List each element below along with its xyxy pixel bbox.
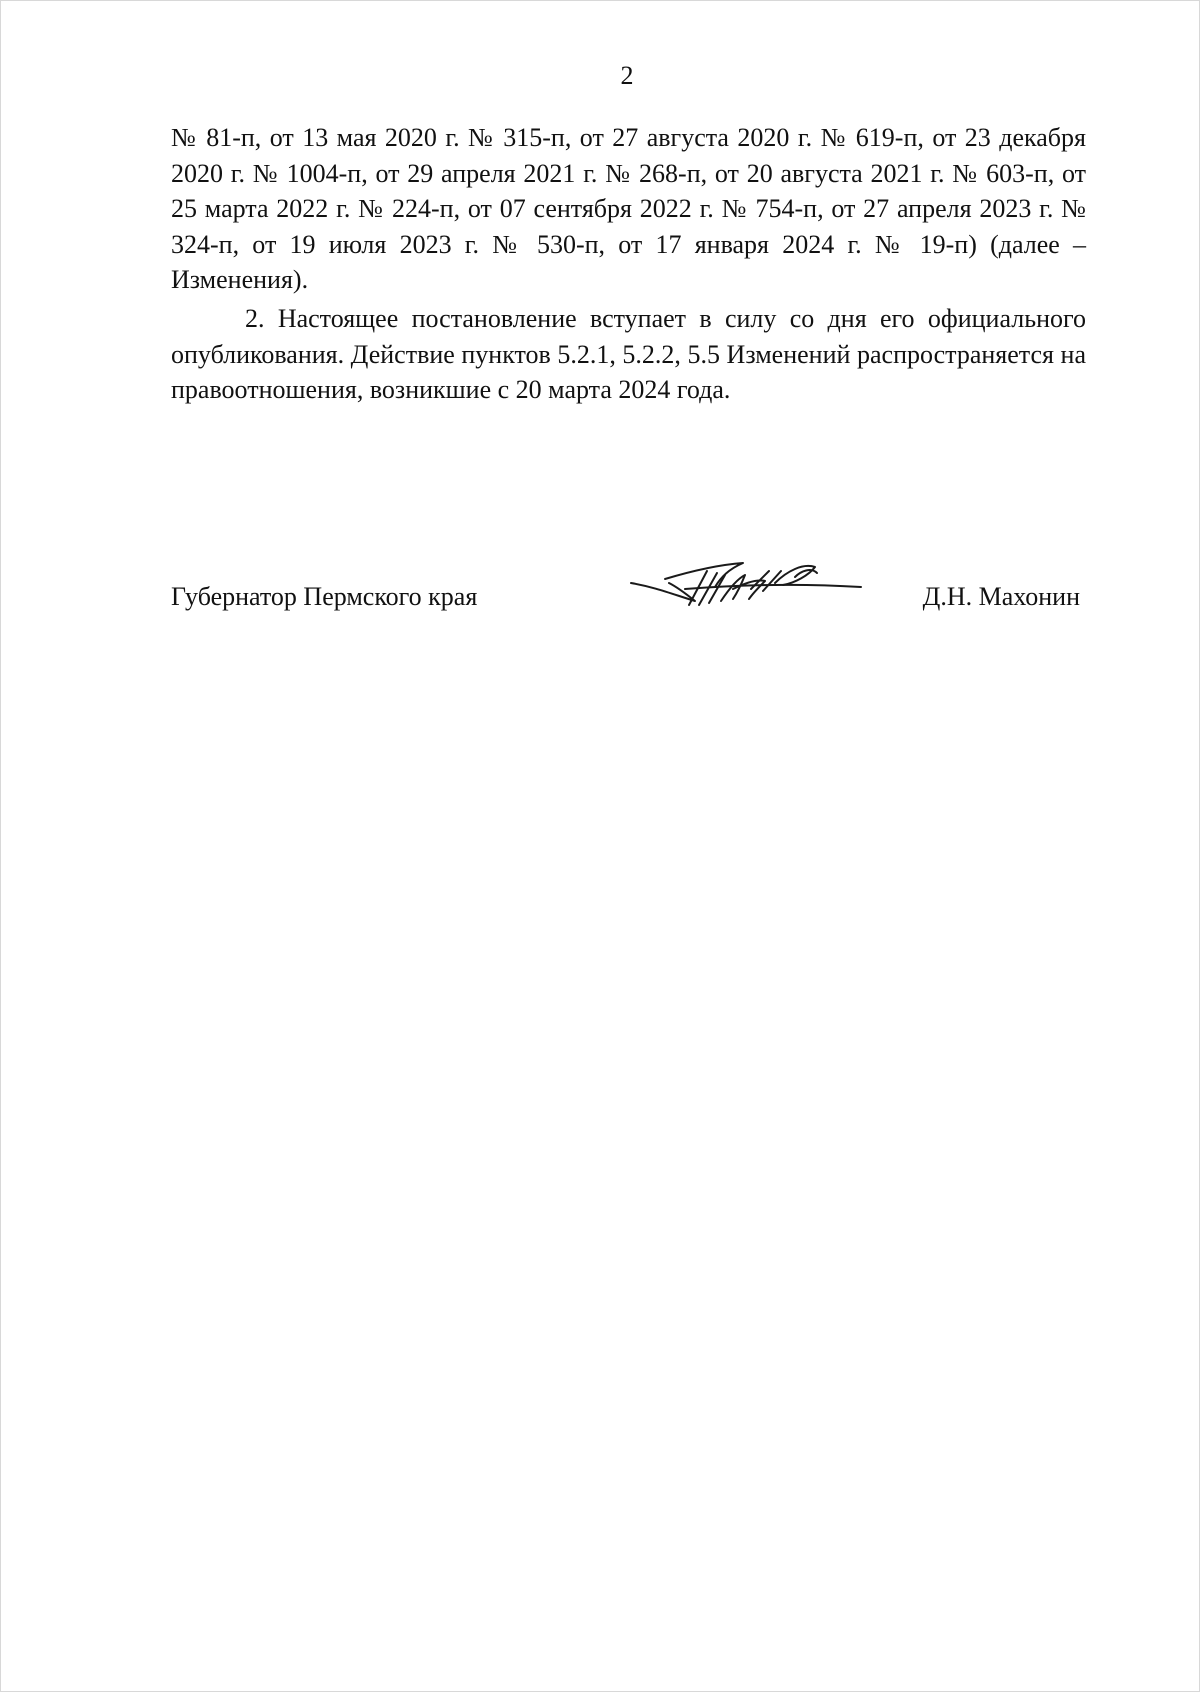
page-number: 2	[620, 61, 634, 90]
signer-name: Д.Н. Махонин	[922, 582, 1080, 611]
paragraph-continuation	[171, 120, 1086, 298]
paragraph-2-text: 2. Настоящее постановление вступает в силу со дня его официального опубликования. Действие пунктов 5.2.1, 5.2.2, 5.5 Изменений распространяется на правоотношения, возникшие с 20 марта 2024 года.	[171, 304, 1086, 404]
paragraph-2	[171, 301, 1086, 408]
paragraph-1-text: № 81-п, от 13 мая 2020 г. № 315-п, от 27 августа 2020 г. № 619-п, от 23 декабря 2020 г. № 1004-п, от 29 апреля 2021 г. № 268-п, от 20 августа 2021 г. № 603-п, от 25 марта 2022 г. № 224-п, от 07 сентября 2022 г. № 754-п, от 27 апреля 2023 г. № 324-п, от 19 июля 2023 г. № 530-п, от 17 января 2024 г. № 19-п) (далее – Изменения).	[171, 123, 1086, 294]
signature-block	[171, 575, 1086, 625]
handwritten-signature-icon	[625, 553, 865, 623]
signer-title: Губернатор Пермского края	[171, 582, 478, 611]
